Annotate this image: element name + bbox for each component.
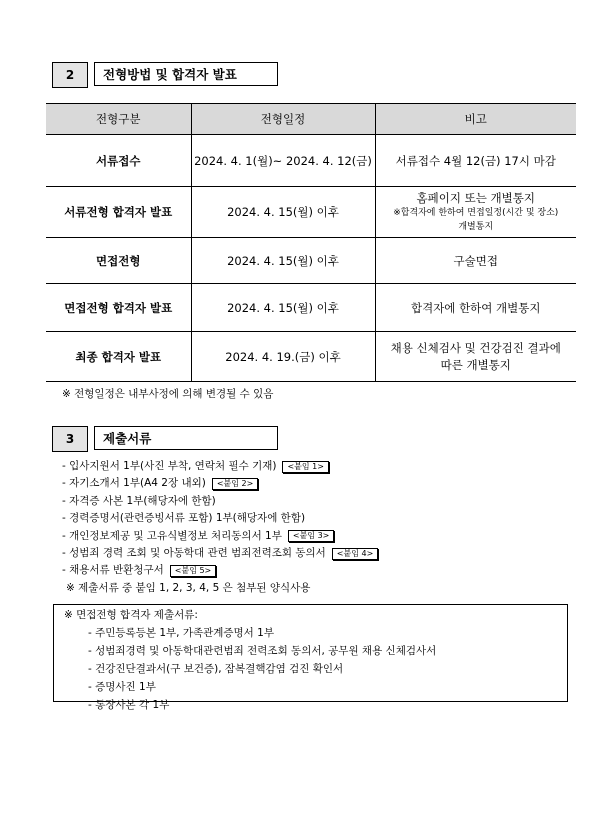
list-item: - 통장사본 각 1부 <box>88 699 170 711</box>
section-title: 전형방법 및 합격자 발표 <box>94 62 278 86</box>
list-item-text: - 채용서류 반환청구서 <box>62 564 164 577</box>
list-item: - 건강진단결과서(구 보건증), 잠복결핵감염 검진 확인서 <box>88 663 344 675</box>
list-item <box>62 458 378 475</box>
remark-extra: 개별통지 <box>458 221 494 232</box>
remark-cell: 합격자에 한하여 개별통지 <box>375 284 576 332</box>
list-item <box>62 528 378 545</box>
list-item-text: - 경력증명서(관련증빙서류 포함) 1부(해당자에 한함) <box>62 512 306 525</box>
list-item-text: ※ 제출서류 중 붙임 1, 2, 3, 4, 5 은 첨부된 양식사용 <box>66 581 311 594</box>
category-cell: 서류전형 합격자 발표 <box>46 187 191 238</box>
attachment-tag: <붙임 3> <box>288 530 335 542</box>
list-item: - 증명사진 1부 <box>88 681 156 693</box>
list-item <box>62 580 378 597</box>
document-list <box>62 458 378 597</box>
column-header: 전형일정 <box>191 104 375 135</box>
column-header: 전형구분 <box>46 104 191 135</box>
section-number: 3 <box>52 426 88 452</box>
attachment-tag: <붙임 5> <box>170 565 217 577</box>
schedule-cell: 2024. 4. 1(월)~ 2024. 4. 12(금) <box>191 135 375 187</box>
section-3-header <box>52 426 278 452</box>
list-item <box>62 493 378 510</box>
attachment-tag: <붙임 4> <box>332 548 379 560</box>
list-item-text: - 개인정보제공 및 고유식별정보 처리동의서 1부 <box>62 529 282 542</box>
list-item: - 성범죄경력 및 아동학대관련범죄 전력조회 동의서, 공무원 채용 신체검사서 <box>88 645 437 657</box>
table-header-row <box>46 104 576 135</box>
column-header: 비고 <box>375 104 576 135</box>
remark-note: ※합격자에 한하여 면접일정(시간 및 장소) <box>393 207 559 218</box>
list-item <box>62 562 378 579</box>
table-row <box>46 135 576 187</box>
schedule-footnote: ※ 전형일정은 내부사정에 의해 변경될 수 있음 <box>62 388 274 400</box>
schedule-cell: 2024. 4. 15(월) 이후 <box>191 238 375 284</box>
list-item-text: - 자기소개서 1부(A4 2장 내외) <box>62 477 206 490</box>
remark-cell: 서류접수 4월 12(금) 17시 마감 <box>375 135 576 187</box>
list-item <box>62 545 378 562</box>
table-row <box>46 332 576 382</box>
table-row <box>46 238 576 284</box>
box-title: ※ 면접전형 합격자 제출서류: <box>64 609 198 621</box>
remark-cell: 구술면접 <box>375 238 576 284</box>
list-item: - 주민등록등본 1부, 가족관계증명서 1부 <box>88 627 274 639</box>
schedule-cell: 2024. 4. 15(월) 이후 <box>191 187 375 238</box>
list-item-text: - 입사지원서 1부(사진 부착, 연락처 필수 기재) <box>62 460 277 472</box>
remark-cell <box>375 187 576 238</box>
list-item-text: - 자격증 사본 1부(해당자에 한함) <box>62 494 216 507</box>
category-cell: 서류접수 <box>46 135 191 187</box>
attachment-tag: <붙임 1> <box>282 461 329 473</box>
attachment-tag: <붙임 2> <box>212 478 259 490</box>
section-title: 제출서류 <box>94 426 278 450</box>
interview-documents-box <box>53 604 568 711</box>
category-cell: 최종 합격자 발표 <box>46 332 191 382</box>
list-item <box>62 510 378 527</box>
list-item-text: - 성범죄 경력 조회 및 아동학대 관련 범죄전력조회 동의서 <box>62 547 326 560</box>
category-cell: 면접전형 합격자 발표 <box>46 284 191 332</box>
schedule-table <box>46 103 576 382</box>
schedule-cell: 2024. 4. 15(월) 이후 <box>191 284 375 332</box>
category-cell: 면접전형 <box>46 238 191 284</box>
section-number: 2 <box>52 62 88 88</box>
table-row <box>46 187 576 238</box>
remark-text: 홈페이지 또는 개별통지 <box>416 190 535 205</box>
section-2-header <box>52 62 278 88</box>
schedule-cell: 2024. 4. 19.(금) 이후 <box>191 332 375 382</box>
remark-cell <box>375 332 576 382</box>
remark-extra: 따른 개별통지 <box>440 357 511 372</box>
list-item <box>62 475 378 492</box>
table-row <box>46 284 576 332</box>
remark-text: 채용 신체검사 및 건강검진 결과에 <box>390 340 561 355</box>
